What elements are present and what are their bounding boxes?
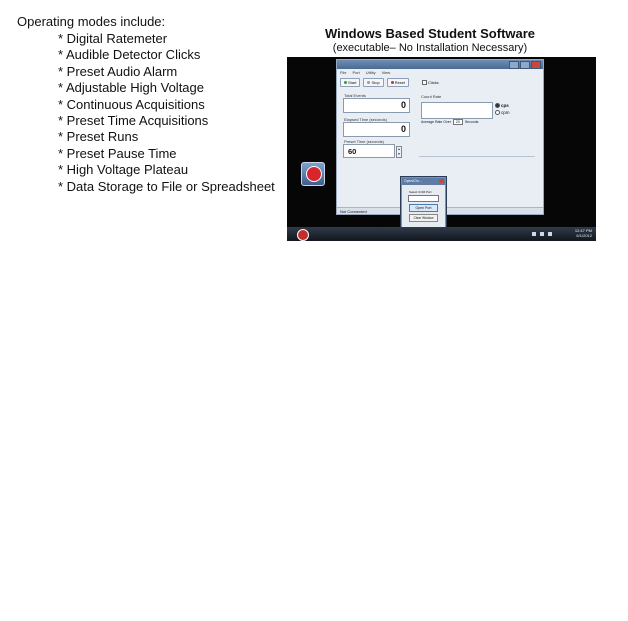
play-icon <box>344 81 347 84</box>
start-orb-icon[interactable] <box>297 229 309 241</box>
com-port-select[interactable] <box>408 195 439 202</box>
com-port-label: Select COM Port <box>409 190 432 194</box>
reset-button[interactable]: Reset <box>387 78 409 87</box>
mode-item: * Continuous Acquisitions <box>58 96 205 112</box>
elapsed-time-value: 0 <box>343 122 410 137</box>
taskbar-clock[interactable]: 12:47 PM 6/1/2012 <box>574 228 592 238</box>
elapsed-time-label: Elapsed Time (seconds) <box>344 117 387 122</box>
count-rate-label: Count Rate <box>421 94 442 99</box>
stop-button[interactable]: Stop <box>363 78 383 87</box>
average-rate-row: Average Rate Over 20 Seconds <box>421 120 479 124</box>
software-subtitle: (executable– No Installation Necessary) <box>332 42 528 54</box>
preset-time-stepper[interactable]: ▲ ▼ <box>397 147 401 156</box>
mode-item: * High Voltage Plateau <box>58 162 189 178</box>
mode-item: * Digital Ratemeter <box>58 31 168 46</box>
mode-item: * Data Storage to File or Spreadsheet <box>58 178 275 194</box>
mode-item: * Preset Pause Time <box>58 145 177 161</box>
software-title: Windows Based Student Software <box>324 26 536 41</box>
preset-time-label: Preset Time (seconds) <box>344 139 385 144</box>
tray-volume-icon[interactable] <box>548 232 552 236</box>
radio-selected-icon <box>495 103 500 108</box>
desktop-shortcut-icon[interactable] <box>301 162 325 186</box>
mode-item: * Preset Audio Alarm <box>58 63 178 79</box>
tray-flag-icon[interactable] <box>532 232 536 236</box>
open-port-dialog <box>401 177 446 228</box>
modes-heading: Operating modes include: <box>17 14 166 29</box>
clear-window-button[interactable]: Clear Window <box>409 214 438 222</box>
menu-port[interactable]: Port <box>352 70 360 75</box>
modes-list <box>58 31 275 195</box>
menu-file[interactable]: File <box>340 70 347 75</box>
maximize-button[interactable] <box>520 61 530 69</box>
dialog-titlebar: Open/Clo... <box>402 178 445 185</box>
dialog-close-button[interactable] <box>439 179 444 183</box>
start-button[interactable]: Start <box>340 78 360 87</box>
average-rate-select[interactable]: 20 <box>453 119 463 125</box>
clicks-checkbox[interactable]: Clicks <box>422 80 439 85</box>
cps-radio[interactable]: cps <box>495 103 509 108</box>
app-titlebar <box>337 60 543 69</box>
minimize-button[interactable] <box>509 61 519 69</box>
total-events-label: Total Events <box>344 93 366 98</box>
mode-item: * Adjustable High Voltage <box>58 80 204 96</box>
menubar <box>337 69 543 76</box>
status-bar: Not Connected <box>337 207 543 214</box>
close-button[interactable] <box>531 61 541 69</box>
radio-icon <box>495 110 500 115</box>
total-events-value: 0 <box>343 98 410 113</box>
toolbar <box>337 76 543 89</box>
menu-view[interactable]: View <box>381 70 391 75</box>
tray-network-icon[interactable] <box>540 232 544 236</box>
divider <box>419 156 535 157</box>
cpm-radio[interactable]: cpm <box>495 110 510 115</box>
menu-utility[interactable]: Utility <box>365 70 376 75</box>
open-port-button[interactable]: Open Port <box>409 204 438 212</box>
preset-time-input[interactable]: 60 <box>343 144 395 158</box>
reset-icon <box>391 81 394 84</box>
checkbox-box-icon <box>422 80 427 85</box>
mode-item: * Preset Runs <box>58 129 139 145</box>
taskbar <box>287 227 596 241</box>
mode-item: * Preset Time Acquisitions <box>58 113 209 129</box>
software-screenshot <box>287 57 596 241</box>
stop-icon <box>367 81 370 84</box>
count-rate-display <box>421 102 493 119</box>
mode-item: * Audible Detector Clicks <box>58 47 201 63</box>
